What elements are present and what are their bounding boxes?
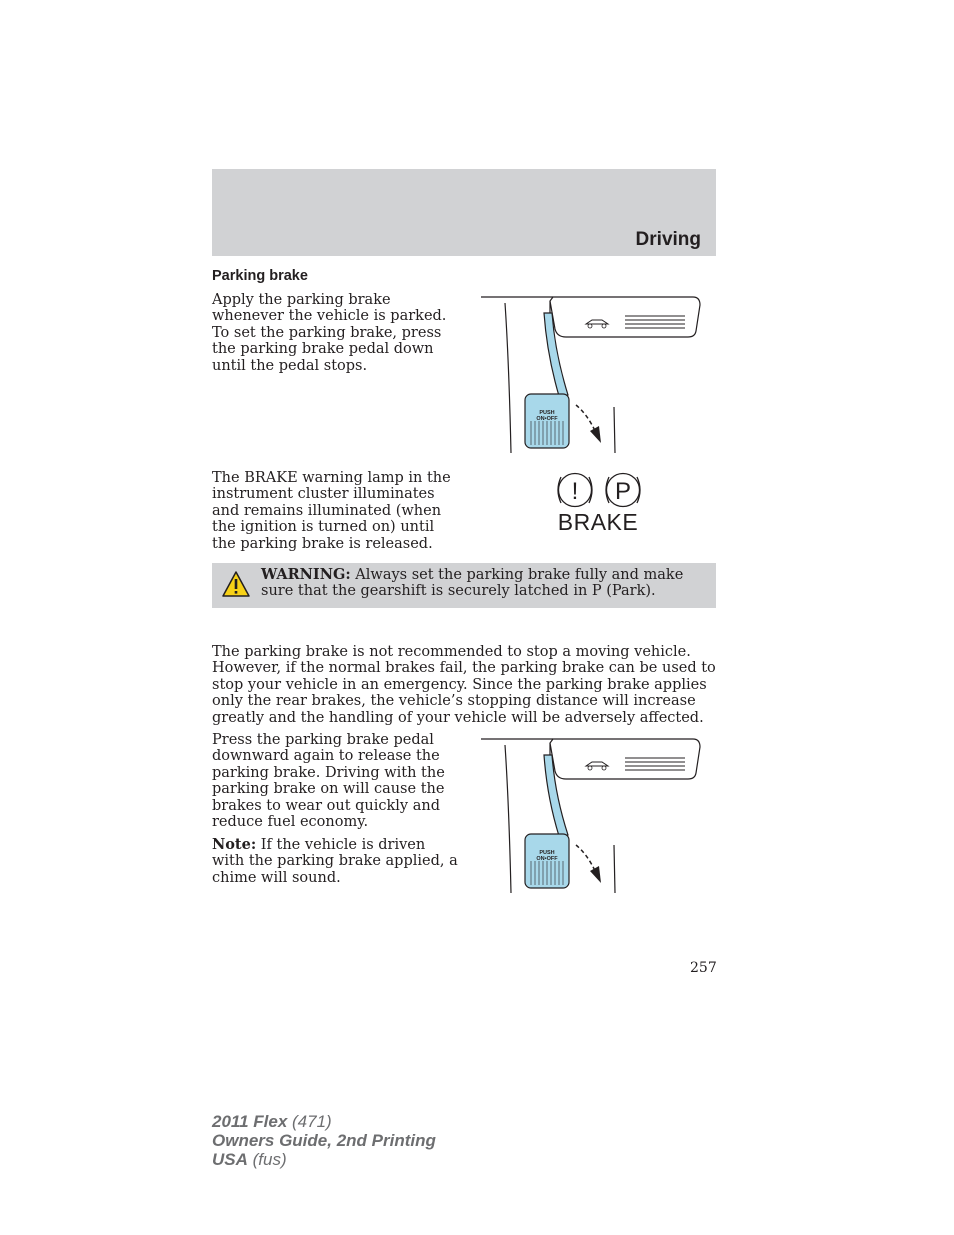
paragraph-warning-lamp: The BRAKE warning lamp in the instrument cluster illuminates and remains illuminated (when the ignition is turned on) until the parking brake is released. — [212, 470, 451, 552]
section-title: Parking brake — [212, 268, 308, 284]
footer-region: USA — [212, 1150, 248, 1169]
paragraph-release: Press the parking brake pedal downward again to release the parking brake. Driving with the parking brake on will cause the brakes to wear out quickly and reduce fuel economy. — [212, 732, 445, 831]
note-label: Note: — [212, 836, 257, 853]
paragraph-set-brake: Apply the parking brake whenever the vehicle is parked. To set the parking brake, press the parking brake pedal down until the pedal stops. — [212, 292, 447, 374]
footer-line-3 — [212, 1150, 436, 1169]
warning-triangle-icon — [221, 570, 251, 598]
warning-body: Always set the parking brake fully and make sure that the gearshift is securely latched in P (Park). — [261, 567, 684, 600]
footer-region-code: (fus) — [247, 1150, 287, 1169]
footer-line-2: Owners Guide, 2nd Printing — [212, 1131, 436, 1150]
pedal-label-on-off-2: ON•OFF — [536, 856, 558, 862]
parking-brake-pedal-illustration — [478, 293, 703, 458]
parking-brake-release-illustration — [478, 735, 703, 895]
header-title: Driving — [635, 229, 701, 250]
warning-box — [212, 563, 716, 608]
paragraph-not-recommended: The parking brake is not recommended to stop a moving vehicle. However, if the normal brakes fail, the parking brake can be used to stop your vehicle in an emergency. Since the parking brake applies only the rear brakes, the vehicle’s stopping distance will increase greatly and the handling of your vehicle will be adversely affected. — [212, 644, 716, 726]
warning-text — [261, 567, 706, 600]
footer-line-1 — [212, 1112, 436, 1131]
pedal-label-on-off: ON•OFF — [536, 416, 558, 422]
page-number: 257 — [690, 960, 717, 976]
footer-model-code: (471) — [287, 1112, 332, 1131]
brake-lamp-p: P — [614, 478, 632, 505]
footer-model: 2011 Flex — [212, 1112, 288, 1131]
page-header — [212, 169, 716, 256]
brake-lamp-label: BRAKE — [557, 509, 639, 535]
brake-lamp-exclamation: ! — [571, 478, 579, 505]
footer — [212, 1112, 436, 1169]
note-text: If the vehicle is driven with the parking brake applied, a chime will sound. — [212, 837, 458, 886]
paragraph-note — [212, 837, 462, 886]
warning-label: WARNING: — [261, 566, 351, 583]
pedal-label-push-2: PUSH — [539, 850, 555, 856]
pedal-label-push: PUSH — [539, 410, 555, 416]
